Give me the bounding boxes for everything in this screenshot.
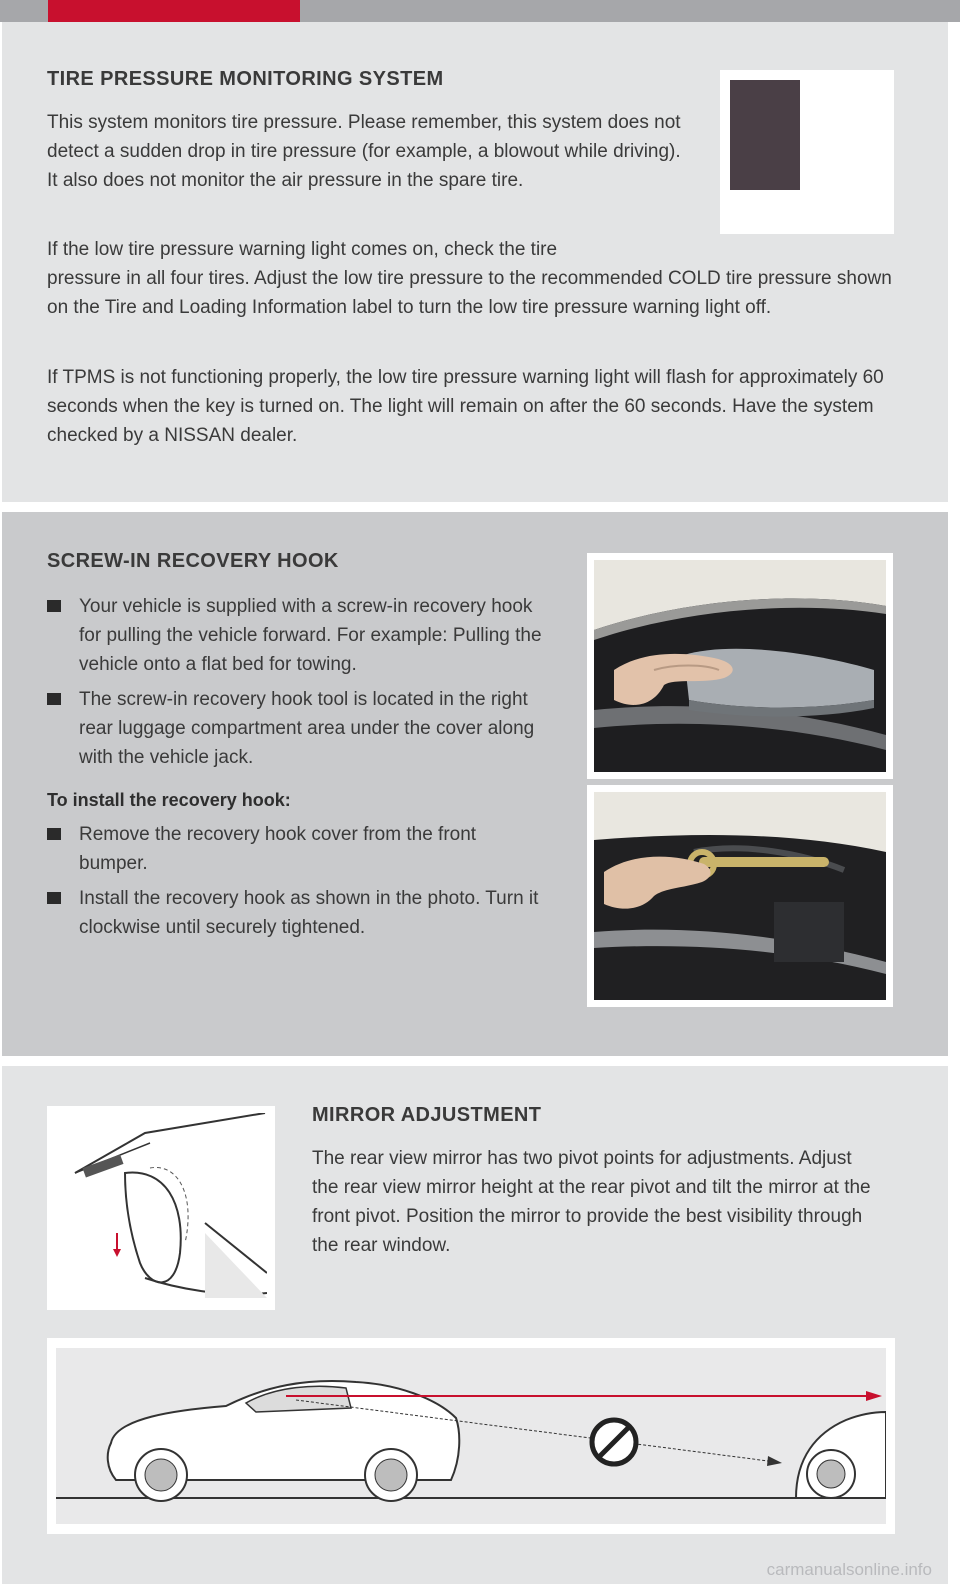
tpms-paragraph-2: pressure in all four tires. Adjust the low tire pressure to the recommended COLD tire pressure shown on the Tire and Loading Information label to turn the low tire pressure warning light off. [47, 268, 892, 318]
hook-title: SCREW-IN RECOVERY HOOK [47, 550, 339, 572]
list-item: The screw-in recovery hook tool is located in the right rear luggage compartment area under the cover along with the vehicle jack. [47, 685, 557, 772]
hook-bullets [47, 592, 557, 778]
bullet-square-icon [47, 600, 61, 612]
rear-visibility-illustration [56, 1348, 886, 1524]
mirror-section [2, 1066, 948, 1584]
top-bar [0, 0, 960, 22]
hook-cover-illustration [594, 560, 886, 772]
tpms-section [2, 22, 948, 502]
tpms-title: TIRE PRESSURE MONITORING SYSTEM [47, 68, 444, 90]
tpms-paragraph-1: This system monitors tire pressure. Please remember, this system does not detect a sudden drop in tire pressure (for example, a blowout while driving). It also does not monitor the air pressure in the spare tire. [47, 112, 681, 191]
mirror-line-drawing [55, 1113, 267, 1303]
warning-light-swatch [730, 80, 800, 190]
mirror-title: MIRROR ADJUSTMENT [312, 1104, 542, 1126]
list-item: Remove the recovery hook cover from the front bumper. [47, 820, 547, 878]
tpms-warning-light-image [720, 70, 894, 234]
hook-install-illustration [594, 792, 886, 1000]
bullet-square-icon [47, 892, 61, 904]
bullet-square-icon [47, 693, 61, 705]
rear-visibility-diagram [47, 1338, 895, 1534]
install-heading: To install the recovery hook: [47, 790, 291, 810]
hook-cover-photo [587, 553, 893, 779]
site-watermark: carmanualsonline.info [766, 1560, 932, 1579]
list-item: Your vehicle is supplied with a screw-in recovery hook for pulling the vehicle forward. For example: Pulling the vehicle onto a flat bed for towing. [47, 592, 557, 679]
hook-install-photo [587, 785, 893, 1007]
mirror-body: The rear view mirror has two pivot points for adjustments. Adjust the rear view mirror height at the rear pivot and tilt the mirror at the front pivot. Position the mirror to provide the best visibility through the rear window. [312, 1148, 871, 1256]
tpms-paragraph-2-line-1: If the low tire pressure warning light comes on, check the tire [47, 239, 558, 260]
mirror-diagram [47, 1106, 275, 1310]
install-steps [47, 820, 547, 948]
list-item: Install the recovery hook as shown in the photo. Turn it clockwise until securely tightened. [47, 884, 547, 942]
bullet-square-icon [47, 828, 61, 840]
top-bar-accent [48, 0, 300, 22]
tpms-paragraph-3: If TPMS is not functioning properly, the low tire pressure warning light will flash for approximately 60 seconds when the key is turned on. The light will remain on after the 60 seconds. Have the system checked by a NISSAN dealer. [47, 367, 884, 446]
recovery-hook-section [2, 512, 948, 1056]
